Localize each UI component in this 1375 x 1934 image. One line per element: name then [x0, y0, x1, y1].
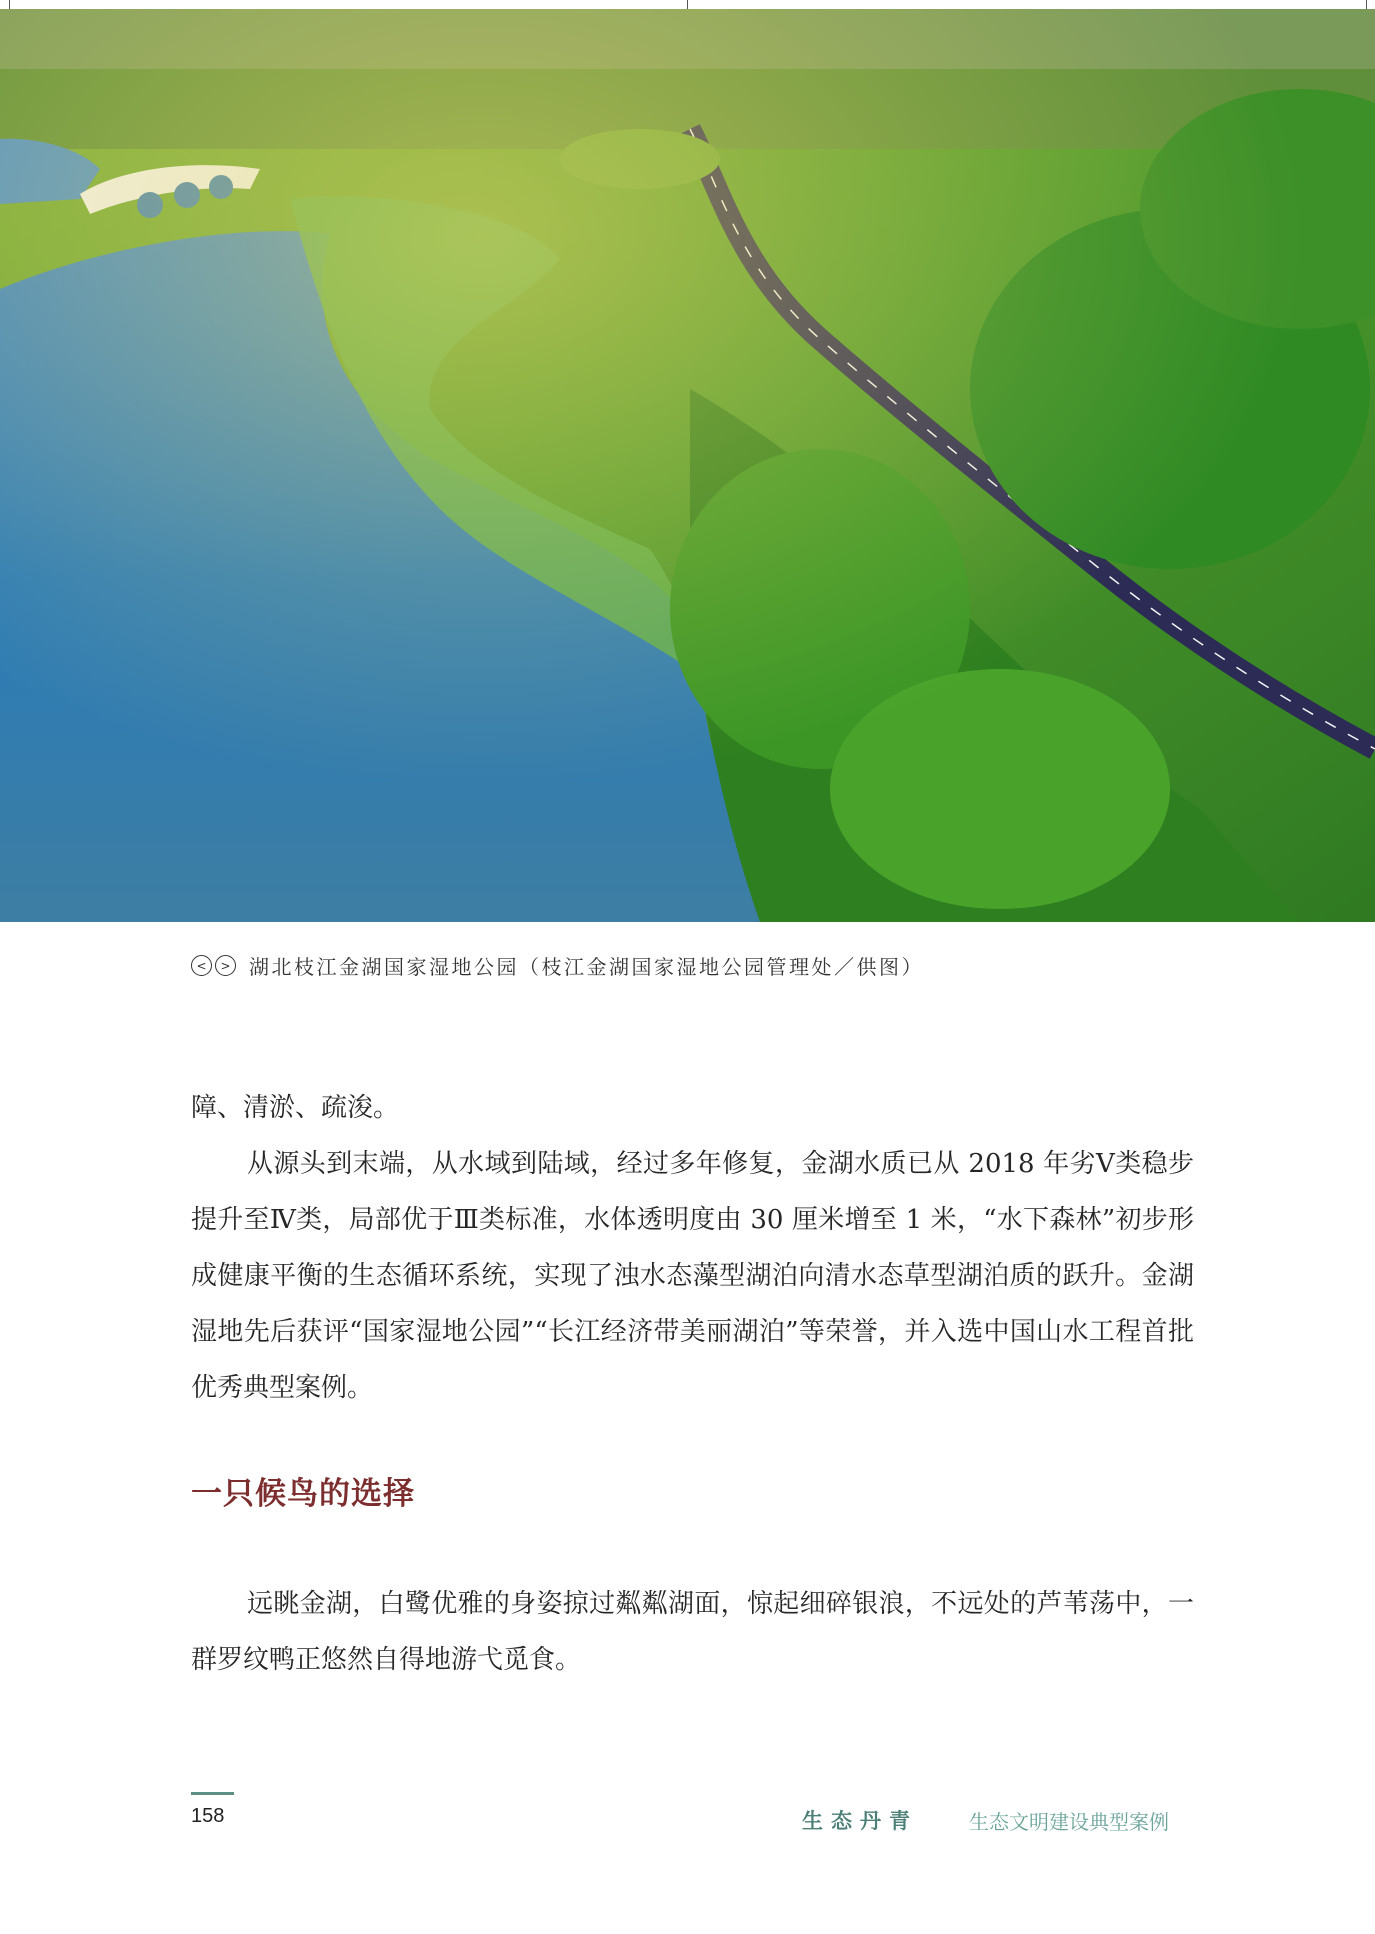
crop-mark-right — [1366, 0, 1367, 9]
page-number: 158 — [191, 1805, 225, 1827]
footer-rule — [191, 1792, 234, 1795]
crop-mark-left — [9, 0, 10, 9]
paragraph-restoration: 从源头到末端，从水域到陆域，经过多年修复，金湖水质已从 2018 年劣Ⅴ类稳步提升至Ⅳ类，局部优于Ⅲ类标准，水体透明度由 30 厘米增至 1 米，“水下森林”初步形成健康平衡的生态循环系统，实现了浊水态藻型湖泊向清水态草型湖泊质的跃升。金湖湿地先后获评“国家湿地公园”“长江经济带美丽湖泊”等荣誉，并入选中国山水工程首批优秀典型案例。 — [191, 1149, 1194, 1403]
crop-mark-center — [687, 0, 688, 9]
paragraph-continuation: 障、清淤、疏浚。 — [191, 1093, 400, 1123]
paragraph-migratory-birds: 远眺金湖，白鹭优雅的身姿掠过粼粼湖面，惊起细碎银浪，不远处的芦苇荡中，一群罗纹鸭正悠然自得地游弋觅食。 — [191, 1589, 1194, 1675]
running-header-title: 生态文明建设典型案例 — [969, 1810, 1169, 1834]
section-heading: 一只候鸟的选择 — [191, 1476, 415, 1512]
running-header-brand: 生态丹青 — [802, 1809, 918, 1833]
nav-right-icon: > — [215, 955, 236, 976]
photo-caption — [191, 951, 924, 980]
caption-text: 湖北枝江金湖国家湿地公园（枝江金湖国家湿地公园管理处／供图） — [249, 955, 924, 979]
nav-left-icon: < — [191, 955, 212, 976]
wetland-park-photo — [0, 9, 1375, 922]
